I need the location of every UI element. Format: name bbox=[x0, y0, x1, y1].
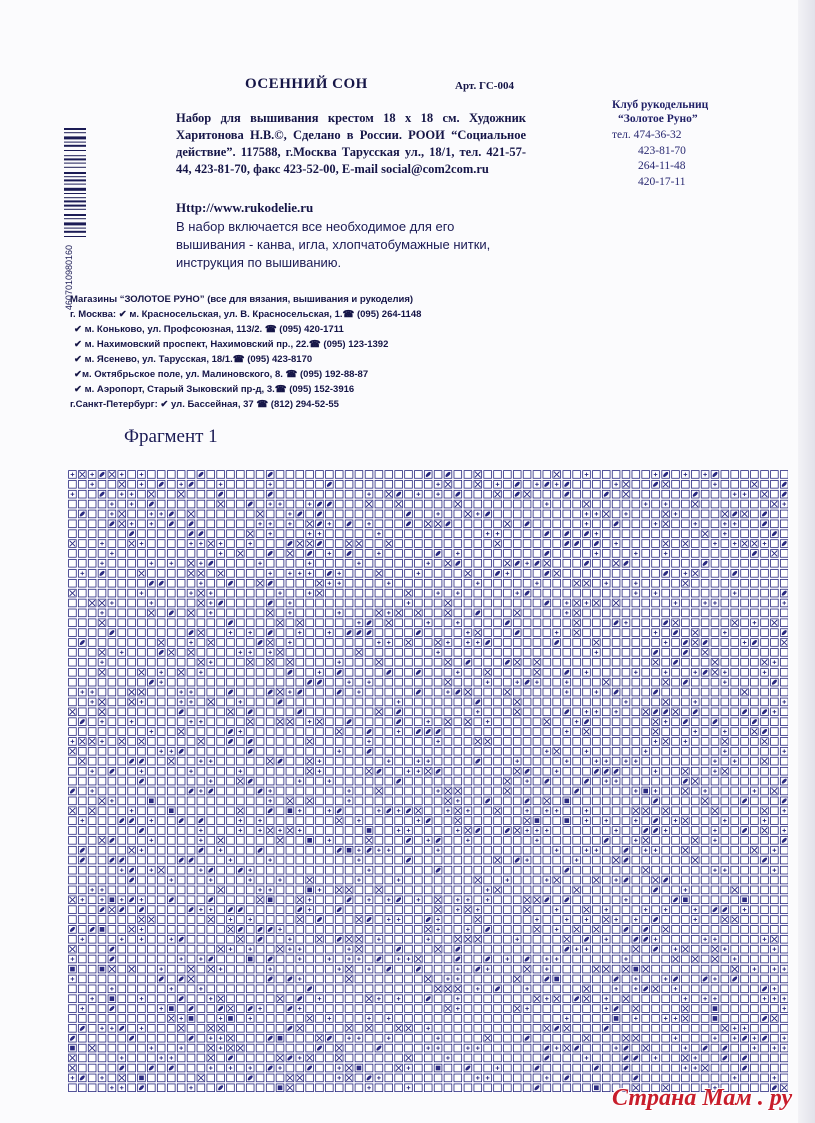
shop-line: г.Санкт-Петербург: ✔ ул. Бассейная, 37 ☎ (812) 294-52-55 bbox=[70, 399, 339, 410]
club-line-2: “Золотое Руно” bbox=[618, 113, 698, 125]
shops-heading: Магазины “ЗОЛОТОЕ РУНО” (все для вязания, вышивания и рукоделия) bbox=[70, 294, 414, 305]
article-number: Арт. ГС-004 bbox=[455, 80, 514, 92]
kit-info: Набор для вышивания крестом 18 х 18 см. Художник Харитонова Н.В.©, Сделано в России. РООИ “Социальное действие”. 117588, г.Москва Тарусская ул., 18/1, тел. 421-57-44, 423-81-70, факс 423-52-00, E-mail social@com2com.ru bbox=[176, 111, 526, 176]
shop-line: ✔м. Октябрьское поле, ул. Малиновского, 8. ☎ (095) 192-88-87 bbox=[74, 369, 369, 380]
website-link[interactable]: Http://www.rukodelie.ru bbox=[176, 200, 314, 215]
club-phone: 264-11-48 bbox=[638, 160, 686, 172]
pattern-title: ОСЕННИЙ СОН bbox=[245, 76, 368, 92]
shop-line: ✔ м. Ясенево, ул. Тарусская, 18/1.☎ (095) 423-8170 bbox=[74, 354, 313, 365]
page-fold-shadow bbox=[798, 0, 815, 1123]
shops-list bbox=[70, 292, 510, 412]
club-name bbox=[612, 98, 708, 126]
barcode-icon bbox=[64, 128, 86, 238]
club-phones bbox=[612, 128, 686, 190]
barcode-number: 4607010980160 bbox=[64, 245, 74, 311]
fragment-label: Фрагмент 1 bbox=[124, 426, 218, 447]
cross-stitch-chart bbox=[68, 470, 788, 1092]
kit-description: В набор включается все необходимое для его вышивания - канва, игла, хлопчатобумажные нитки, инструкция по вышиванию. bbox=[176, 219, 491, 270]
club-phone: 423-81-70 bbox=[638, 144, 686, 157]
shop-line: ✔ м. Аэропорт, Старый Зыковский пр-д, 3.☎ (095) 152-3916 bbox=[74, 384, 355, 395]
shop-line: ✔ м. Нахимовский проспект, Нахимовский пр., 22.☎ (095) 123-1392 bbox=[74, 339, 389, 350]
club-phone: 420-17-11 bbox=[638, 175, 686, 188]
shop-line: г. Москва: ✔ м. Красносельская, ул. В. Красносельская, 1.☎ (095) 264-1148 bbox=[70, 309, 422, 320]
shop-line: ✔ м. Коньково, ул. Профсоюзная, 113/2. ☎ (095) 420-1711 bbox=[74, 324, 344, 335]
watermark-logo: Страна Мам . ру bbox=[612, 1085, 793, 1111]
club-line-1: Клуб рукодельниц bbox=[612, 99, 709, 111]
club-phone: тел. 474-36-32 bbox=[612, 129, 682, 141]
